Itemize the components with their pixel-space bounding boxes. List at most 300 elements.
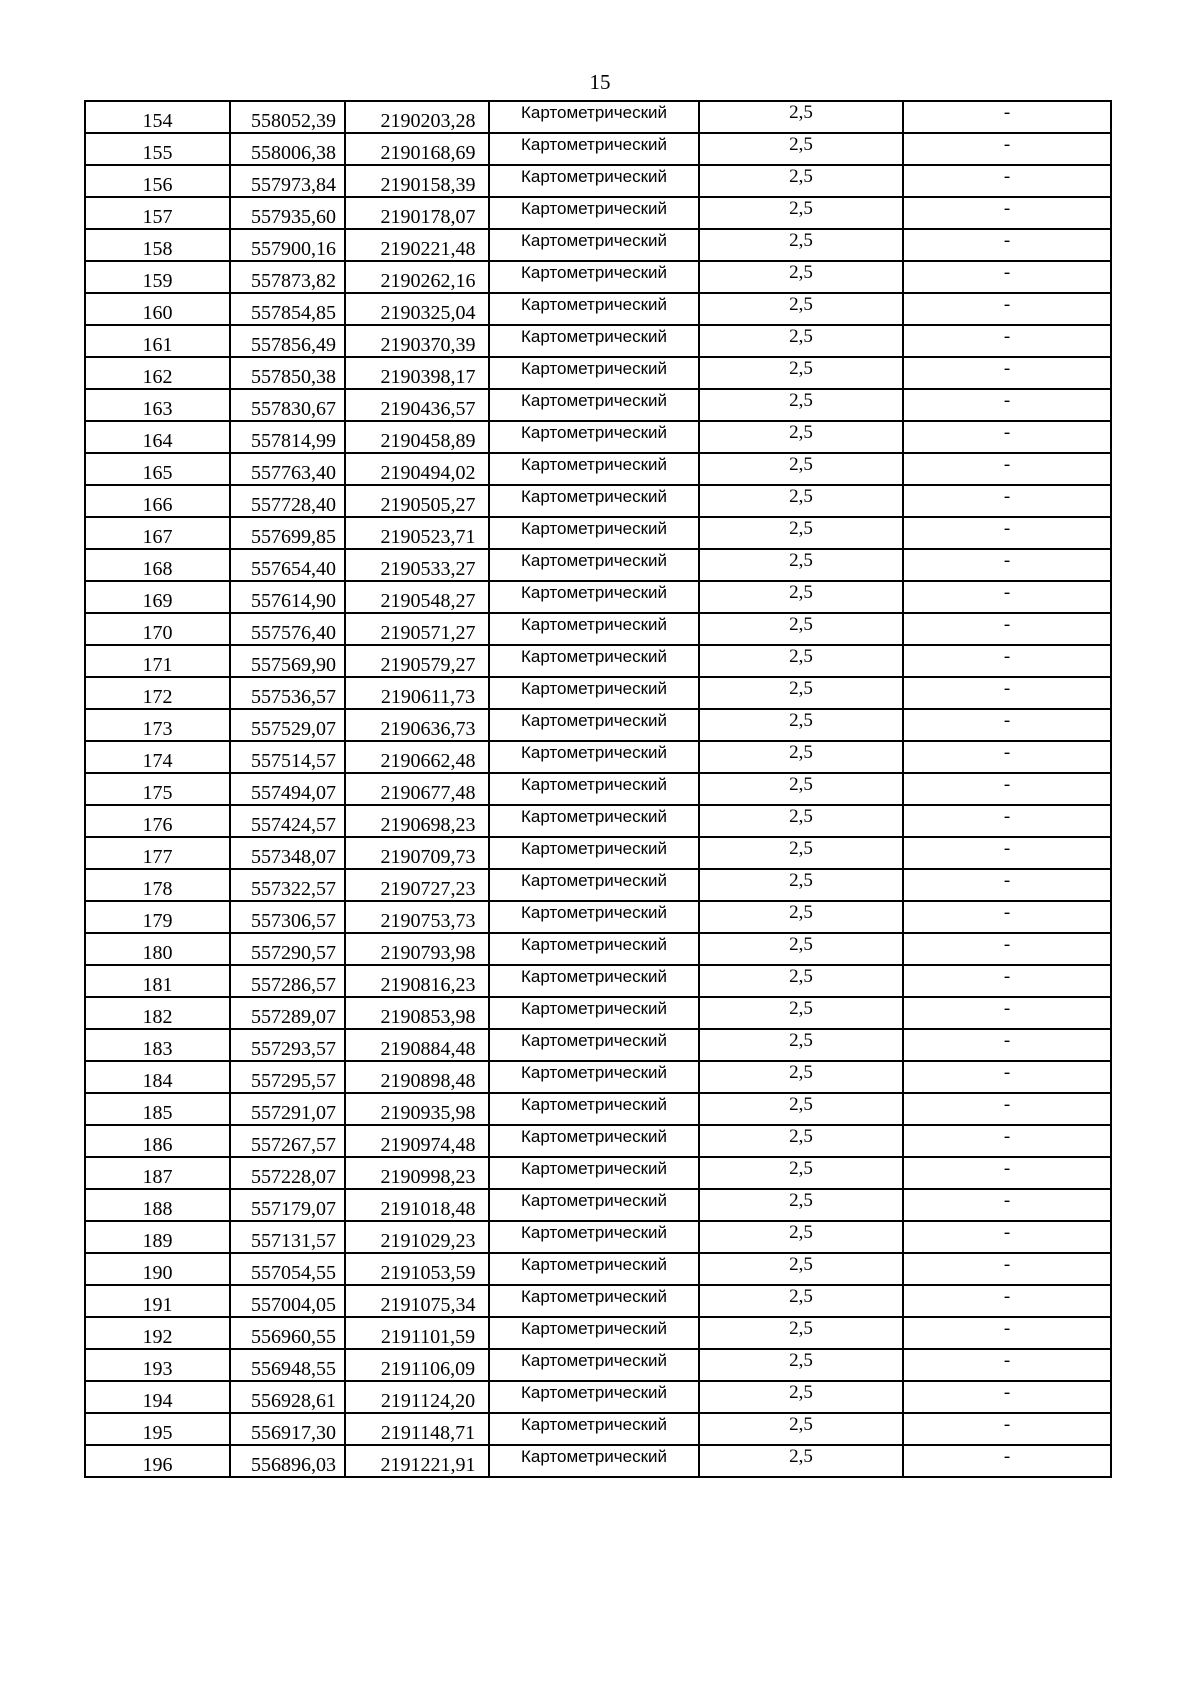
table-row (85, 517, 1111, 549)
point-number-text: 194 (142, 1390, 173, 1412)
point-number-cell (85, 1445, 230, 1477)
note-text: - (1003, 102, 1011, 123)
y-coordinate-cell (345, 581, 489, 613)
y-coordinate-cell (345, 325, 489, 357)
note-text: - (1003, 614, 1011, 635)
note-text: - (1003, 518, 1011, 539)
x-coordinate-text: 557830,67 (251, 398, 336, 420)
point-number-text: 166 (142, 494, 173, 516)
precision-cell (699, 901, 903, 933)
method-text: Картометрический (520, 615, 668, 634)
point-number-cell (85, 453, 230, 485)
note-cell (903, 1285, 1111, 1317)
method-cell (489, 1189, 699, 1221)
table-row (85, 293, 1111, 325)
y-coordinate-cell (345, 453, 489, 485)
method-cell (489, 709, 699, 741)
note-text: - (1003, 966, 1011, 987)
method-cell (489, 1029, 699, 1061)
y-coordinate-cell (345, 709, 489, 741)
y-coordinate-text: 2190523,71 (380, 526, 476, 548)
point-number-text: 182 (142, 1006, 173, 1028)
table-row (85, 1349, 1111, 1381)
precision-cell (699, 325, 903, 357)
table-row (85, 1413, 1111, 1445)
point-number-text: 157 (142, 206, 173, 228)
y-coordinate-cell (345, 677, 489, 709)
note-cell (903, 1349, 1111, 1381)
x-coordinate-cell (230, 1125, 345, 1157)
x-coordinate-text: 557295,57 (251, 1070, 336, 1092)
note-cell (903, 1093, 1111, 1125)
x-coordinate-cell (230, 1317, 345, 1349)
table-row (85, 1093, 1111, 1125)
x-coordinate-text: 557286,57 (251, 974, 336, 996)
precision-text: 2,5 (789, 1190, 813, 1211)
table-row (85, 1189, 1111, 1221)
point-number-text: 178 (142, 878, 173, 900)
method-cell (489, 1317, 699, 1349)
point-number-cell (85, 517, 230, 549)
x-coordinate-text: 557291,07 (251, 1102, 336, 1124)
method-text: Картометрический (520, 263, 668, 282)
y-coordinate-text: 2190709,73 (380, 846, 476, 868)
y-coordinate-cell (345, 1061, 489, 1093)
y-coordinate-text: 2190935,98 (380, 1102, 476, 1124)
table-row (85, 581, 1111, 613)
y-coordinate-text: 2190505,27 (380, 494, 476, 516)
table-row (85, 357, 1111, 389)
table-row (85, 1317, 1111, 1349)
point-number-cell (85, 485, 230, 517)
y-coordinate-cell (345, 613, 489, 645)
method-text: Картометрический (520, 1159, 668, 1178)
x-coordinate-text: 557293,57 (251, 1038, 336, 1060)
y-coordinate-text: 2190168,69 (380, 142, 476, 164)
x-coordinate-text: 557873,82 (251, 270, 336, 292)
note-cell (903, 1253, 1111, 1285)
precision-cell (699, 293, 903, 325)
y-coordinate-cell (345, 1093, 489, 1125)
y-coordinate-cell (345, 261, 489, 293)
note-text: - (1003, 550, 1011, 571)
method-text: Картометрический (520, 903, 668, 922)
method-text: Картометрический (520, 807, 668, 826)
point-number-cell (85, 613, 230, 645)
x-coordinate-cell (230, 677, 345, 709)
note-text: - (1003, 358, 1011, 379)
point-number-text: 165 (142, 462, 173, 484)
method-text: Картометрический (520, 1031, 668, 1050)
y-coordinate-text: 2190436,57 (380, 398, 476, 420)
method-cell (489, 1157, 699, 1189)
y-coordinate-cell (345, 485, 489, 517)
precision-cell (699, 965, 903, 997)
table-row (85, 421, 1111, 453)
point-number-text: 171 (142, 654, 173, 676)
point-number-cell (85, 261, 230, 293)
y-coordinate-cell (345, 357, 489, 389)
y-coordinate-cell (345, 1189, 489, 1221)
point-number-text: 169 (142, 590, 173, 612)
note-text: - (1003, 134, 1011, 155)
y-coordinate-cell (345, 549, 489, 581)
method-cell (489, 389, 699, 421)
note-cell (903, 1221, 1111, 1253)
method-cell (489, 1285, 699, 1317)
y-coordinate-cell (345, 933, 489, 965)
method-text: Картометрический (520, 327, 668, 346)
point-number-cell (85, 837, 230, 869)
y-coordinate-text: 2190898,48 (380, 1070, 476, 1092)
point-number-cell (85, 389, 230, 421)
x-coordinate-cell (230, 517, 345, 549)
y-coordinate-cell (345, 1317, 489, 1349)
point-number-text: 170 (142, 622, 173, 644)
note-text: - (1003, 934, 1011, 955)
precision-text: 2,5 (789, 614, 813, 635)
precision-text: 2,5 (789, 1446, 813, 1467)
x-coordinate-cell (230, 549, 345, 581)
method-text: Картометрический (520, 231, 668, 250)
precision-cell (699, 133, 903, 165)
precision-cell (699, 709, 903, 741)
precision-cell (699, 997, 903, 1029)
table-row (85, 1061, 1111, 1093)
method-text: Картометрический (520, 935, 668, 954)
point-number-text: 188 (142, 1198, 173, 1220)
precision-text: 2,5 (789, 1062, 813, 1083)
y-coordinate-cell (345, 1029, 489, 1061)
method-cell (489, 581, 699, 613)
precision-cell (699, 453, 903, 485)
note-text: - (1003, 902, 1011, 923)
table-row (85, 229, 1111, 261)
method-text: Картометрический (520, 455, 668, 474)
method-text: Картометрический (520, 1415, 668, 1434)
x-coordinate-cell (230, 1093, 345, 1125)
note-cell (903, 165, 1111, 197)
table-row (85, 933, 1111, 965)
note-cell (903, 709, 1111, 741)
x-coordinate-cell (230, 1445, 345, 1477)
note-cell (903, 261, 1111, 293)
table-row (85, 901, 1111, 933)
y-coordinate-cell (345, 1125, 489, 1157)
point-number-cell (85, 677, 230, 709)
note-text: - (1003, 390, 1011, 411)
x-coordinate-text: 557228,07 (251, 1166, 336, 1188)
method-cell (489, 453, 699, 485)
note-text: - (1003, 774, 1011, 795)
method-cell (489, 1093, 699, 1125)
y-coordinate-text: 2190370,39 (380, 334, 476, 356)
note-cell (903, 357, 1111, 389)
point-number-text: 191 (142, 1294, 173, 1316)
point-number-text: 174 (142, 750, 173, 772)
method-text: Картометрический (520, 359, 668, 378)
precision-text: 2,5 (789, 1222, 813, 1243)
method-text: Картометрический (520, 583, 668, 602)
point-number-cell (85, 901, 230, 933)
method-cell (489, 613, 699, 645)
method-text: Картометрический (520, 871, 668, 890)
point-number-text: 196 (142, 1454, 173, 1476)
method-cell (489, 837, 699, 869)
y-coordinate-text: 2190698,23 (380, 814, 476, 836)
note-text: - (1003, 1446, 1011, 1467)
point-number-text: 183 (142, 1038, 173, 1060)
note-cell (903, 421, 1111, 453)
point-number-text: 193 (142, 1358, 173, 1380)
x-coordinate-text: 558052,39 (251, 110, 336, 132)
y-coordinate-text: 2191148,71 (380, 1422, 476, 1444)
precision-text: 2,5 (789, 294, 813, 315)
x-coordinate-cell (230, 389, 345, 421)
method-cell (489, 1413, 699, 1445)
note-cell (903, 933, 1111, 965)
point-number-text: 176 (142, 814, 173, 836)
table-row (85, 709, 1111, 741)
method-cell (489, 741, 699, 773)
method-cell (489, 805, 699, 837)
method-text: Картометрический (520, 103, 668, 122)
precision-text: 2,5 (789, 198, 813, 219)
precision-text: 2,5 (789, 1254, 813, 1275)
x-coordinate-cell (230, 709, 345, 741)
y-coordinate-cell (345, 165, 489, 197)
precision-cell (699, 837, 903, 869)
point-number-cell (85, 741, 230, 773)
precision-text: 2,5 (789, 134, 813, 155)
table-row (85, 1253, 1111, 1285)
x-coordinate-text: 557004,05 (251, 1294, 336, 1316)
note-cell (903, 581, 1111, 613)
point-number-cell (85, 1381, 230, 1413)
method-text: Картометрический (520, 519, 668, 538)
method-cell (489, 421, 699, 453)
precision-cell (699, 773, 903, 805)
note-text: - (1003, 1030, 1011, 1051)
y-coordinate-cell (345, 1349, 489, 1381)
point-number-cell (85, 869, 230, 901)
x-coordinate-cell (230, 613, 345, 645)
precision-cell (699, 933, 903, 965)
method-cell (489, 1221, 699, 1253)
point-number-text: 154 (142, 110, 173, 132)
precision-cell (699, 517, 903, 549)
note-text: - (1003, 806, 1011, 827)
x-coordinate-text: 557614,90 (251, 590, 336, 612)
point-number-cell (85, 197, 230, 229)
y-coordinate-text: 2190571,27 (380, 622, 476, 644)
table-row (85, 261, 1111, 293)
y-coordinate-cell (345, 997, 489, 1029)
precision-text: 2,5 (789, 1318, 813, 1339)
note-cell (903, 901, 1111, 933)
coordinates-table (84, 100, 1112, 1478)
page-number: 15 (589, 70, 611, 94)
method-cell (489, 869, 699, 901)
y-coordinate-cell (345, 133, 489, 165)
precision-text: 2,5 (789, 710, 813, 731)
table-row (85, 197, 1111, 229)
point-number-text: 180 (142, 942, 173, 964)
note-text: - (1003, 582, 1011, 603)
point-number-cell (85, 293, 230, 325)
table-row (85, 1029, 1111, 1061)
note-cell (903, 805, 1111, 837)
x-coordinate-text: 557289,07 (251, 1006, 336, 1028)
x-coordinate-cell (230, 645, 345, 677)
note-cell (903, 453, 1111, 485)
precision-text: 2,5 (789, 934, 813, 955)
y-coordinate-text: 2190611,73 (380, 686, 476, 708)
note-text: - (1003, 1318, 1011, 1339)
y-coordinate-text: 2191101,59 (380, 1326, 476, 1348)
y-coordinate-cell (345, 741, 489, 773)
point-number-text: 164 (142, 430, 173, 452)
note-text: - (1003, 1382, 1011, 1403)
table-row (85, 1157, 1111, 1189)
y-coordinate-cell (345, 1221, 489, 1253)
y-coordinate-text: 2190494,02 (380, 462, 476, 484)
x-coordinate-text: 557267,57 (251, 1134, 336, 1156)
x-coordinate-cell (230, 997, 345, 1029)
table-row (85, 741, 1111, 773)
table-row (85, 453, 1111, 485)
precision-cell (699, 1029, 903, 1061)
y-coordinate-text: 2191018,48 (380, 1198, 476, 1220)
method-cell (489, 933, 699, 965)
precision-text: 2,5 (789, 1350, 813, 1371)
x-coordinate-cell (230, 1029, 345, 1061)
precision-cell (699, 229, 903, 261)
y-coordinate-text: 2191029,23 (380, 1230, 476, 1252)
note-cell (903, 517, 1111, 549)
x-coordinate-text: 557179,07 (251, 1198, 336, 1220)
precision-text: 2,5 (789, 838, 813, 859)
method-text: Картометрический (520, 743, 668, 762)
x-coordinate-text: 557814,99 (251, 430, 336, 452)
point-number-cell (85, 709, 230, 741)
precision-cell (699, 1093, 903, 1125)
precision-text: 2,5 (789, 902, 813, 923)
y-coordinate-text: 2190158,39 (380, 174, 476, 196)
precision-text: 2,5 (789, 1382, 813, 1403)
point-number-cell (85, 1061, 230, 1093)
point-number-text: 155 (142, 142, 173, 164)
method-cell (489, 293, 699, 325)
table-row (85, 101, 1111, 133)
point-number-cell (85, 1349, 230, 1381)
point-number-text: 167 (142, 526, 173, 548)
note-cell (903, 389, 1111, 421)
x-coordinate-cell (230, 837, 345, 869)
x-coordinate-cell (230, 965, 345, 997)
note-text: - (1003, 326, 1011, 347)
note-text: - (1003, 1414, 1011, 1435)
x-coordinate-cell (230, 1381, 345, 1413)
method-text: Картометрический (520, 1287, 668, 1306)
point-number-cell (85, 549, 230, 581)
method-text: Картометрический (520, 1447, 668, 1466)
x-coordinate-text: 557935,60 (251, 206, 336, 228)
point-number-cell (85, 933, 230, 965)
precision-cell (699, 1349, 903, 1381)
note-text: - (1003, 998, 1011, 1019)
method-text: Картометрический (520, 967, 668, 986)
precision-text: 2,5 (789, 774, 813, 795)
x-coordinate-text: 556917,30 (251, 1422, 336, 1444)
point-number-text: 179 (142, 910, 173, 932)
precision-text: 2,5 (789, 102, 813, 123)
point-number-text: 185 (142, 1102, 173, 1124)
x-coordinate-text: 557494,07 (251, 782, 336, 804)
note-text: - (1003, 422, 1011, 443)
y-coordinate-cell (345, 901, 489, 933)
point-number-cell (85, 1413, 230, 1445)
method-cell (489, 1445, 699, 1477)
x-coordinate-cell (230, 325, 345, 357)
y-coordinate-text: 2191124,20 (380, 1390, 476, 1412)
note-text: - (1003, 1190, 1011, 1211)
y-coordinate-cell (345, 965, 489, 997)
precision-cell (699, 677, 903, 709)
table-row (85, 165, 1111, 197)
x-coordinate-text: 557763,40 (251, 462, 336, 484)
y-coordinate-text: 2190677,48 (380, 782, 476, 804)
method-cell (489, 549, 699, 581)
method-cell (489, 229, 699, 261)
method-text: Картометрический (520, 135, 668, 154)
point-number-cell (85, 645, 230, 677)
x-coordinate-text: 557290,57 (251, 942, 336, 964)
note-cell (903, 229, 1111, 261)
y-coordinate-text: 2190221,48 (380, 238, 476, 260)
precision-cell (699, 1189, 903, 1221)
y-coordinate-text: 2190727,23 (380, 878, 476, 900)
note-text: - (1003, 1222, 1011, 1243)
precision-text: 2,5 (789, 1286, 813, 1307)
x-coordinate-cell (230, 1061, 345, 1093)
point-number-cell (85, 133, 230, 165)
y-coordinate-cell (345, 1445, 489, 1477)
x-coordinate-text: 557569,90 (251, 654, 336, 676)
x-coordinate-cell (230, 1253, 345, 1285)
x-coordinate-text: 557699,85 (251, 526, 336, 548)
point-number-text: 163 (142, 398, 173, 420)
y-coordinate-text: 2191221,91 (380, 1454, 476, 1476)
precision-text: 2,5 (789, 1126, 813, 1147)
x-coordinate-cell (230, 357, 345, 389)
x-coordinate-cell (230, 1413, 345, 1445)
table-row (85, 805, 1111, 837)
method-cell (489, 1253, 699, 1285)
x-coordinate-text: 557654,40 (251, 558, 336, 580)
point-number-text: 175 (142, 782, 173, 804)
x-coordinate-cell (230, 229, 345, 261)
note-cell (903, 1189, 1111, 1221)
y-coordinate-cell (345, 645, 489, 677)
y-coordinate-text: 2190974,48 (380, 1134, 476, 1156)
method-text: Картометрический (520, 295, 668, 314)
note-text: - (1003, 1062, 1011, 1083)
precision-cell (699, 261, 903, 293)
precision-text: 2,5 (789, 454, 813, 475)
y-coordinate-text: 2190458,89 (380, 430, 476, 452)
precision-text: 2,5 (789, 870, 813, 891)
